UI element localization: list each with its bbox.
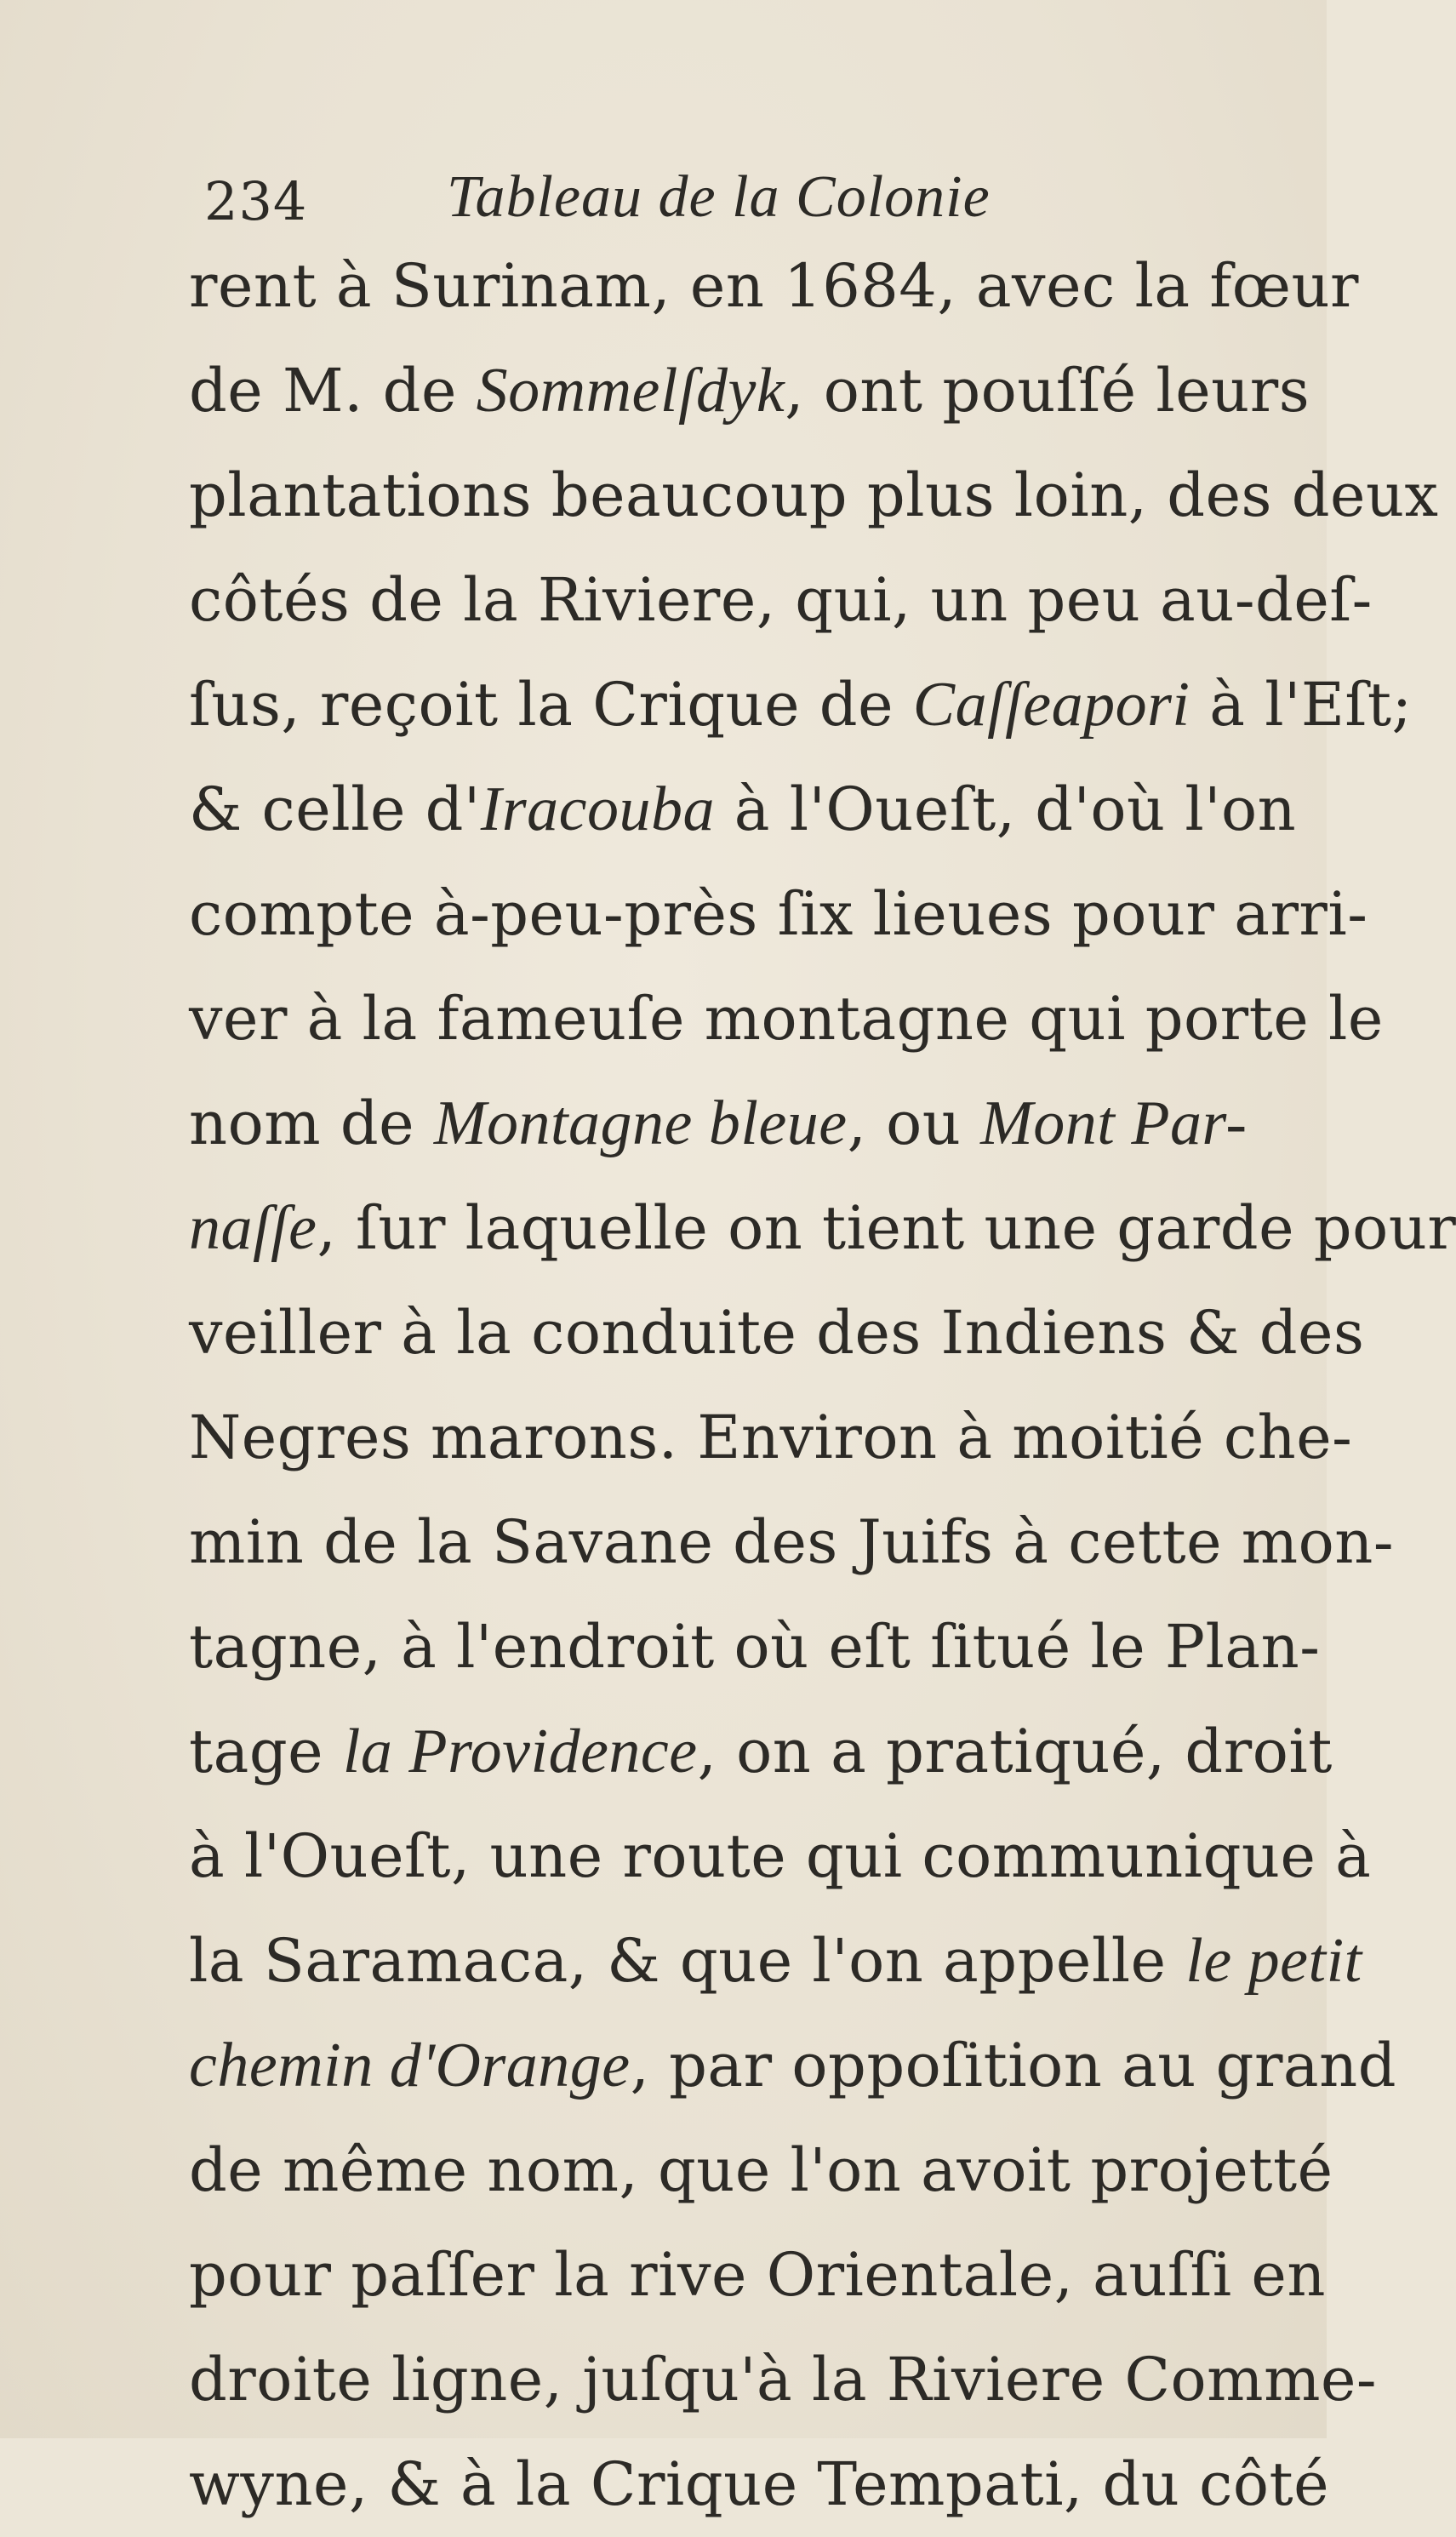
italic-text: Iracouba	[480, 774, 715, 844]
text-line	[189, 2014, 1397, 2118]
text-segment: rent à Surinam, en 1684, avec la fœur	[189, 251, 1360, 321]
text-line	[189, 1176, 1456, 1281]
text-segment: compte à-peu-près ſix lieues pour arri-	[189, 879, 1368, 949]
text-segment: côtés de la Riviere, qui, un peu au-deſ-	[189, 565, 1373, 635]
text-line	[189, 548, 1373, 653]
text-line	[189, 1071, 1248, 1176]
text-segment: la Saramaca, & que l'on appelle	[189, 1926, 1186, 1996]
italic-text: Sommelſdyk	[476, 356, 785, 426]
text-line	[189, 1909, 1362, 2014]
text-segment: , on a pratiqué, droit	[697, 1717, 1333, 1786]
text-line	[189, 967, 1384, 1071]
text-line	[189, 2328, 1378, 2432]
text-line	[189, 862, 1368, 967]
text-segment: de M. de	[189, 356, 477, 426]
text-line	[189, 653, 1413, 757]
running-title: Tableau de la Colonie	[447, 164, 991, 230]
text-segment: à l'Oueſt, d'où l'on	[715, 774, 1297, 844]
text-segment: ver à la fameuſe montagne qui porte le	[189, 984, 1384, 1054]
body-text	[189, 234, 1456, 2537]
text-segment: à l'Eſt;	[1190, 670, 1413, 740]
text-line	[189, 1804, 1372, 1909]
text-line	[189, 757, 1297, 862]
text-segment: , ont pouſſé leurs	[785, 356, 1310, 426]
italic-text: la Providence	[342, 1717, 698, 1786]
text-line	[189, 2432, 1330, 2537]
text-segment: plantations beaucoup plus loin, des deux	[189, 460, 1439, 530]
text-segment: veiller à la conduite des Indiens & des	[189, 1298, 1365, 1368]
text-line	[189, 2223, 1326, 2328]
italic-text: chemin d'Orange	[189, 2031, 631, 2100]
text-segment: , ſur laquelle on tient une garde pour	[317, 1193, 1456, 1263]
text-segment: ſus, reçoit la Crique de	[189, 670, 913, 740]
text-segment: droite ligne, juſqu'à la Riviere Comme-	[189, 2345, 1378, 2414]
text-line	[189, 443, 1439, 548]
text-line	[189, 1386, 1353, 1490]
text-line	[189, 1700, 1333, 1804]
text-line	[189, 1490, 1395, 1595]
text-line	[189, 339, 1310, 443]
text-line	[189, 234, 1360, 339]
text-segment: Negres marons. Environ à moitié che-	[189, 1403, 1353, 1472]
text-line	[189, 1595, 1321, 1700]
italic-text: le petit	[1185, 1926, 1362, 1996]
italic-text: Mont Par-	[980, 1089, 1248, 1158]
text-segment: à l'Oueſt, une route qui communique à	[189, 1821, 1372, 1891]
text-line	[189, 2118, 1333, 2223]
text-segment: nom de	[189, 1089, 434, 1158]
text-segment: de même nom, que l'on avoit projetté	[189, 2135, 1333, 2205]
italic-text: naſſe	[189, 1193, 317, 1263]
text-segment: min de la Savane des Juifs à cette mon-	[189, 1507, 1395, 1577]
text-segment: , ou	[847, 1089, 981, 1158]
text-segment: & celle d'	[189, 774, 481, 844]
text-segment: pour paſſer la rive Orientale, auſſi en	[189, 2240, 1326, 2310]
page-number: 234	[204, 170, 308, 232]
text-line	[189, 1281, 1365, 1386]
italic-text: Montagne bleue	[433, 1089, 848, 1158]
text-segment: tagne, à l'endroit où eſt ſitué le Plan-	[189, 1612, 1321, 1682]
text-segment: tage	[189, 1717, 343, 1786]
page-header	[204, 153, 1140, 247]
italic-text: Caſſeapori	[912, 670, 1190, 740]
text-segment: , par oppoſition au grand	[630, 2031, 1397, 2100]
text-segment: wyne, & à la Crique Tempati, du côté	[189, 2449, 1330, 2519]
